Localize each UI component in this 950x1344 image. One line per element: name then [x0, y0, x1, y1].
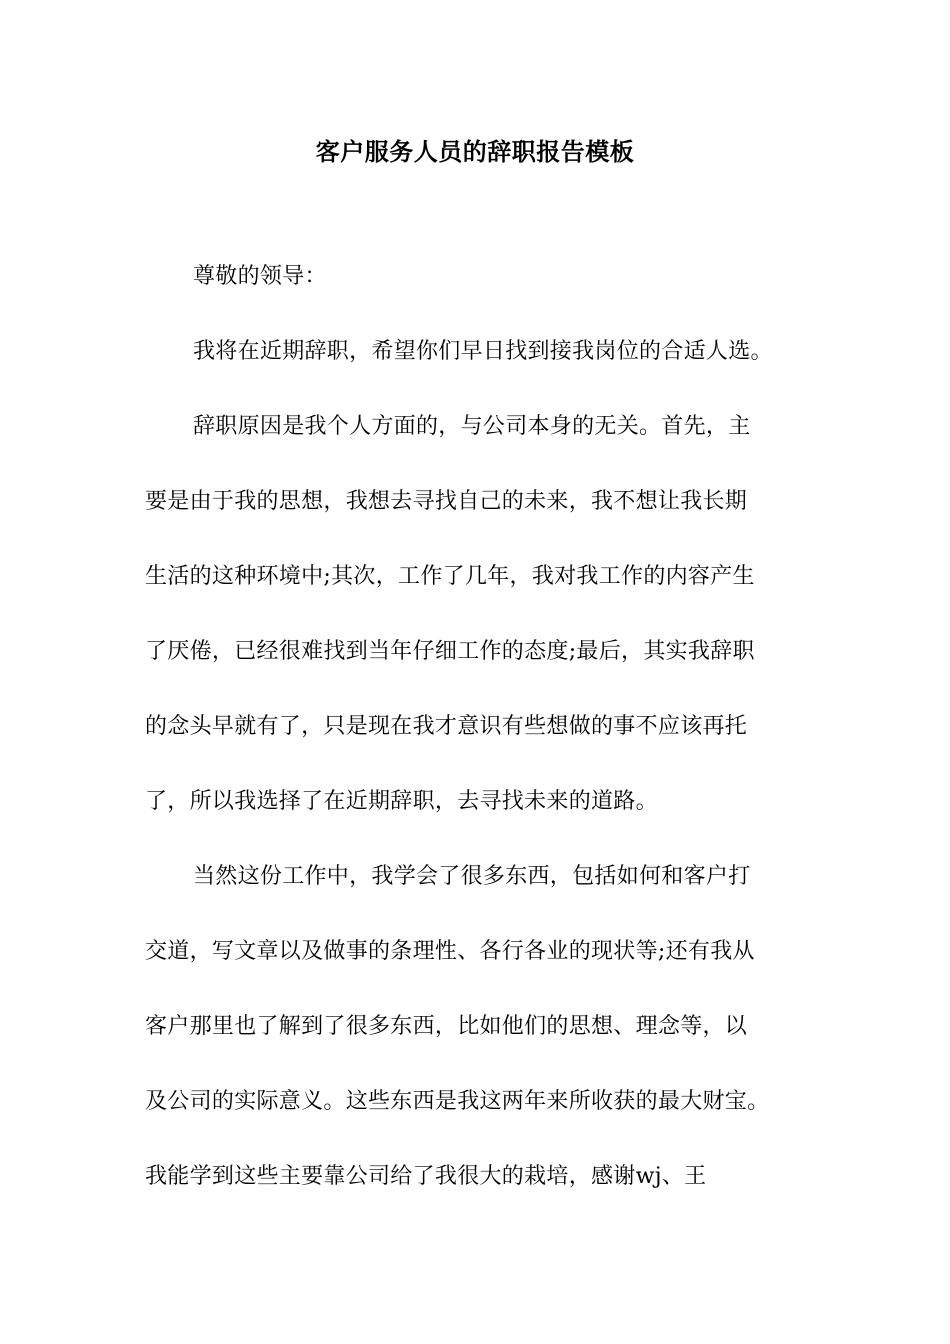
- paragraph-line: 要是由于我的思想，我想去寻找自己的未来，我不想让我长期: [145, 489, 748, 514]
- paragraph-line: 的念头早就有了，只是现在我才意识有些想做的事不应该再托: [145, 714, 748, 739]
- document-title: 客户服务人员的辞职报告模板: [315, 137, 635, 166]
- paragraph-line: 交道，写文章以及做事的条理性、各行各业的现状等;还有我从: [145, 939, 755, 964]
- paragraph-line: 我能学到这些主要靠公司给了我很大的栽培，感谢wj、王: [145, 1164, 707, 1189]
- paragraph-line: 了，所以我选择了在近期辞职，去寻找未来的道路。: [145, 789, 658, 814]
- paragraph-line: 辞职原因是我个人方面的，与公司本身的无关。首先，主: [193, 414, 751, 439]
- paragraph-line: 当然这份工作中，我学会了很多东西，包括如何和客户打: [193, 864, 751, 889]
- paragraph-line: 了厌倦，已经很难找到当年仔细工作的态度;最后，其实我辞职: [145, 639, 755, 664]
- paragraph-line: 及公司的实际意义。这些东西是我这两年来所收获的最大财宝。: [145, 1089, 770, 1114]
- paragraph-line: 我将在近期辞职，希望你们早日找到接我岗位的合适人选。: [193, 339, 773, 364]
- paragraph-line: 客户那里也了解到了很多东西，比如他们的思想、理念等，以: [145, 1014, 748, 1039]
- paragraph-line: 生活的这种环境中;其次，工作了几年，我对我工作的内容产生: [145, 564, 755, 589]
- salutation: 尊敬的领导：: [193, 264, 327, 289]
